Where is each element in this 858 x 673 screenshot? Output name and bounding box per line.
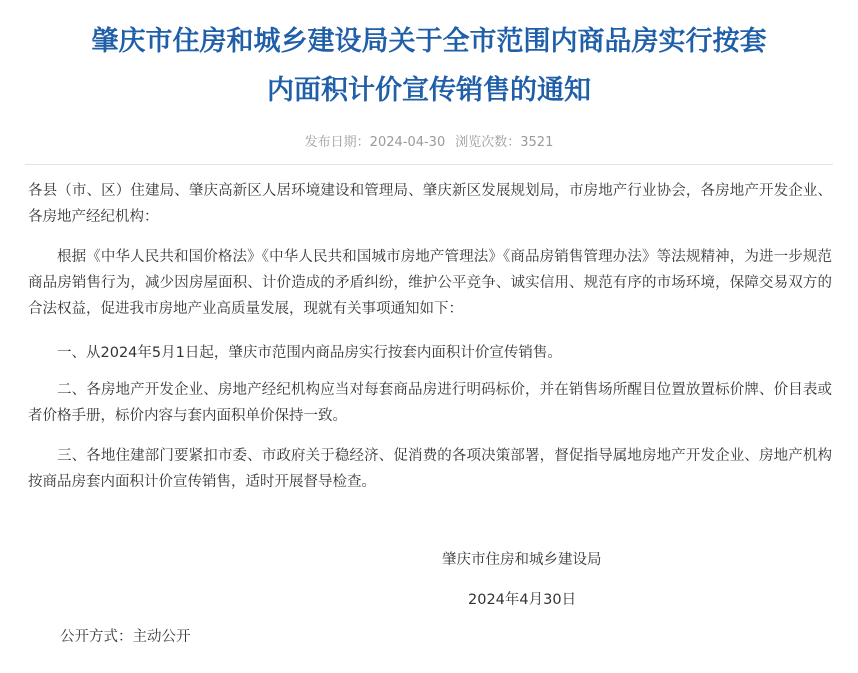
meta-divider bbox=[25, 164, 833, 165]
article-meta bbox=[0, 133, 858, 153]
notice-title-line-1: 肇庆市住房和城乡建设局关于全市范围内商品房实行按套 bbox=[91, 26, 767, 57]
view-count-label: 浏览次数： bbox=[455, 135, 521, 150]
signature-date: 2024年4月30日 bbox=[468, 592, 577, 608]
publish-date-label: 发布日期： bbox=[304, 135, 370, 150]
notice-title-line-2: 内面积计价宣传销售的通知 bbox=[267, 75, 591, 106]
intro-paragraph: 根据《中华人民共和国价格法》《中华人民共和国城市房地产管理法》《商品房销售管理办法》等法规精神，为进一步规范商品房销售行为，减少因房屋面积、计价造成的矛盾纠纷，维护公平竞争、诚实信用、规范有序的市场环境，保障交易双方的合法权益，促进我市房地产业高质量发展，现就有关事项通知如下： bbox=[28, 249, 832, 317]
notice-item-3: 三、各地住建部门要紧扣市委、市政府关于稳经济、促消费的各项决策部署，督促指导属地房地产开发企业、房地产机构按商品房套内面积计价宣传销售，适时开展督导检查。 bbox=[28, 448, 832, 490]
signature-organization: 肇庆市住房和城乡建设局 bbox=[442, 552, 602, 568]
publish-date: 2024-04-30 bbox=[369, 135, 446, 150]
notice-item-1: 一、从2024年5月1日起，肇庆市范围内商品房实行按套内面积计价宣传销售。 bbox=[57, 345, 562, 361]
notice-item-2: 二、各房地产开发企业、房地产经纪机构应当对每套商品房进行明码标价，并在销售场所醒目位置放置标价牌、价目表或者价格手册，标价内容与套内面积单价保持一致。 bbox=[28, 382, 832, 424]
salutation-paragraph: 各县（市、区）住建局、肇庆高新区人居环境建设和管理局、肇庆新区发展规划局，市房地产行业协会，各房地产开发企业、各房地产经纪机构： bbox=[28, 183, 832, 225]
disclosure-method: 公开方式：主动公开 bbox=[60, 629, 191, 645]
view-count: 3521 bbox=[520, 135, 554, 150]
